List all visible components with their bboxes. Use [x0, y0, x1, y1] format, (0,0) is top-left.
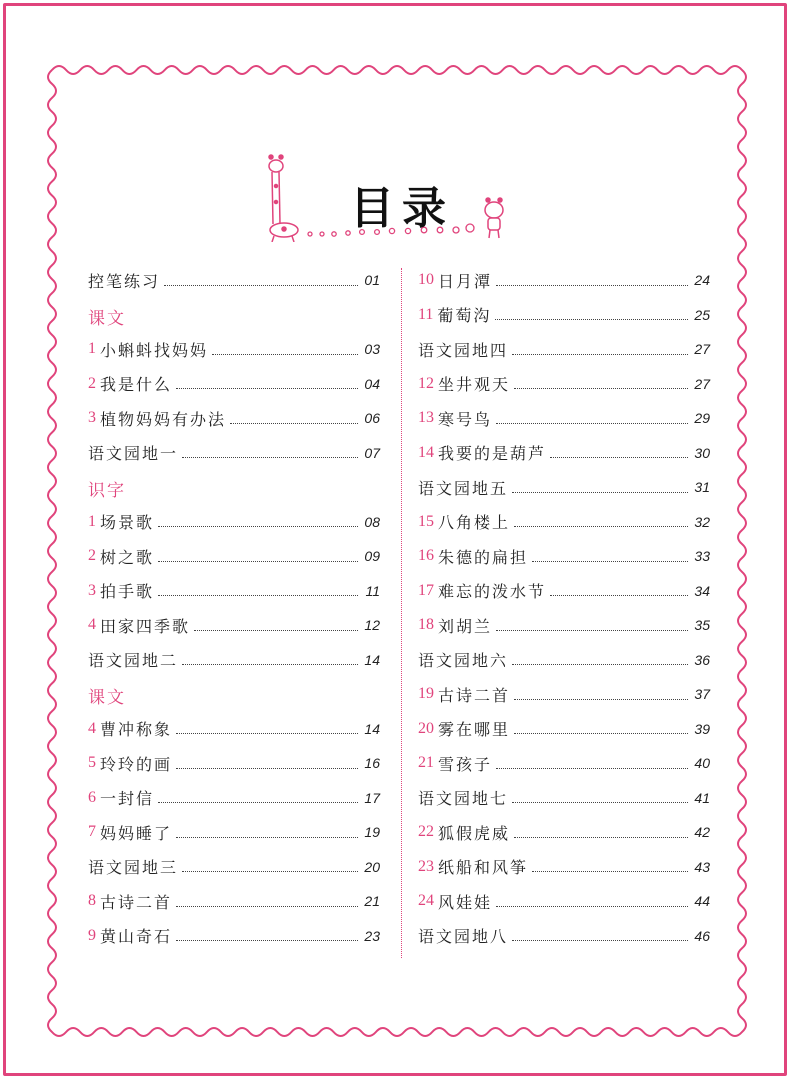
lesson-number: 8 — [88, 892, 96, 909]
toc-entry[interactable] — [88, 507, 380, 537]
dot-leader — [496, 630, 688, 631]
dot-leader — [496, 768, 688, 769]
lesson-title: 拍手歌 — [100, 582, 155, 601]
lesson-title: 语文园地一 — [88, 444, 179, 463]
page-number: 43 — [694, 858, 710, 875]
lesson-title: 语文园地四 — [418, 340, 509, 360]
page-number: 04 — [364, 375, 380, 392]
dot-leader — [512, 492, 688, 493]
page-number: 24 — [694, 272, 710, 288]
lesson-title: 田家四季歌 — [100, 616, 191, 636]
lesson-title: 葡萄沟 — [437, 306, 492, 325]
toc-entry[interactable] — [418, 886, 710, 916]
dot-leader — [514, 699, 688, 700]
toc-entry[interactable] — [418, 576, 710, 606]
dot-leader — [176, 733, 358, 734]
lesson-number: 2 — [88, 374, 96, 392]
section-heading: 课文 — [88, 688, 126, 708]
toc-entry[interactable] — [418, 921, 710, 951]
dot-leader — [230, 423, 358, 424]
lesson-title: 语文园地六 — [418, 651, 509, 670]
lesson-number: 17 — [418, 581, 434, 599]
dot-leader — [182, 457, 358, 458]
lesson-number: 4 — [88, 719, 96, 737]
lesson-number: 12 — [418, 374, 434, 392]
lesson-title: 难忘的泼水节 — [438, 582, 547, 601]
toc-entry[interactable] — [88, 921, 380, 951]
page-number: 37 — [694, 686, 710, 702]
dot-leader — [182, 664, 358, 665]
page-number: 17 — [364, 789, 380, 806]
dot-leader — [194, 630, 358, 631]
toc-entry[interactable] — [88, 610, 380, 640]
toc-entry[interactable] — [88, 817, 380, 847]
page-number: 39 — [694, 720, 710, 737]
lesson-title: 朱德的扁担 — [438, 547, 529, 567]
page-number: 34 — [694, 582, 710, 599]
lesson-number: 19 — [418, 685, 434, 702]
dot-leader — [182, 871, 358, 872]
dot-leader — [532, 561, 688, 562]
lesson-title: 坐井观天 — [438, 375, 511, 394]
lesson-number: 2 — [88, 547, 96, 564]
lesson-title: 语文园地三 — [88, 858, 179, 877]
lesson-title: 古诗二首 — [438, 685, 511, 705]
toc-entry[interactable] — [88, 748, 380, 778]
toc-entry[interactable] — [418, 714, 710, 744]
page-title: 目录 — [350, 183, 454, 234]
lesson-number: 23 — [418, 857, 434, 875]
dot-leader — [550, 457, 688, 458]
lesson-title: 日月潭 — [438, 271, 493, 291]
dot-leader — [176, 906, 358, 907]
page-number: 32 — [694, 513, 710, 530]
lesson-title: 玲玲的画 — [100, 754, 173, 774]
section-heading: 课文 — [88, 308, 126, 329]
dot-leader — [512, 664, 688, 665]
page-number: 46 — [694, 927, 710, 944]
page-number: 11 — [365, 582, 380, 599]
page-number: 44 — [694, 893, 710, 909]
lesson-number: 16 — [418, 547, 434, 564]
toc-entry[interactable] — [418, 403, 710, 433]
page-number: 29 — [694, 410, 710, 426]
lesson-title: 雪孩子 — [438, 754, 493, 774]
page-number: 27 — [694, 375, 710, 392]
lesson-title: 控笔练习 — [88, 271, 161, 291]
dot-leader — [496, 423, 688, 424]
toc-entry[interactable] — [418, 369, 710, 399]
dot-leader — [164, 285, 358, 286]
toc-entry[interactable] — [88, 714, 380, 744]
page-number: 35 — [694, 617, 710, 633]
toc-entry[interactable] — [88, 265, 380, 295]
page-number: 23 — [364, 927, 380, 944]
dot-leader — [158, 526, 358, 527]
lesson-title: 古诗二首 — [100, 892, 173, 912]
toc-entry[interactable] — [88, 852, 380, 882]
dot-leader — [512, 354, 688, 355]
lesson-title: 语文园地二 — [88, 651, 179, 670]
lesson-title: 我是什么 — [100, 375, 173, 394]
toc-entry[interactable] — [88, 438, 380, 468]
lesson-number: 14 — [418, 443, 434, 461]
lesson-title: 八角楼上 — [438, 513, 511, 532]
toc-entry[interactable] — [418, 541, 710, 571]
page-number: 07 — [364, 444, 380, 461]
page-number: 12 — [364, 617, 380, 633]
toc-entry[interactable] — [418, 748, 710, 778]
lesson-number: 7 — [88, 823, 96, 840]
page-number: 41 — [694, 789, 710, 806]
lesson-number: 21 — [418, 754, 434, 771]
lesson-number: 10 — [418, 271, 434, 288]
dot-leader — [514, 837, 688, 838]
lesson-title: 我要的是葫芦 — [438, 444, 547, 463]
lesson-number: 13 — [418, 409, 434, 426]
lesson-title: 语文园地八 — [418, 927, 509, 946]
page-number: 03 — [364, 341, 380, 357]
page-number: 42 — [694, 824, 710, 840]
lesson-number: 3 — [88, 581, 96, 599]
page-number: 27 — [694, 341, 710, 357]
lesson-number: 22 — [418, 823, 434, 840]
toc-entry[interactable] — [418, 334, 710, 364]
toc-entry[interactable] — [418, 817, 710, 847]
toc-entry[interactable] — [88, 369, 380, 399]
page-number: 30 — [694, 444, 710, 461]
page-number: 14 — [364, 720, 380, 737]
page-number: 40 — [694, 755, 710, 771]
page-number: 06 — [364, 410, 380, 426]
lesson-title: 风娃娃 — [438, 892, 493, 912]
toc-entry[interactable] — [88, 645, 380, 675]
dot-leader — [176, 940, 358, 941]
dot-leader — [512, 802, 688, 803]
dot-leader — [512, 940, 688, 941]
toc-entry[interactable] — [418, 645, 710, 675]
toc-entry[interactable] — [418, 472, 710, 502]
page-number: 21 — [364, 893, 380, 909]
toc-entry[interactable] — [418, 265, 710, 295]
page-number: 33 — [694, 548, 710, 564]
lesson-title: 曹冲称象 — [100, 720, 173, 739]
lesson-number: 4 — [88, 616, 96, 633]
lesson-number: 24 — [418, 892, 434, 909]
dot-leader — [496, 906, 688, 907]
dot-leader — [176, 837, 358, 838]
lesson-number: 1 — [88, 512, 96, 530]
lesson-title: 雾在哪里 — [438, 720, 511, 739]
page-number: 36 — [694, 651, 710, 668]
lesson-number: 9 — [88, 926, 96, 944]
toc-entry[interactable] — [418, 852, 710, 882]
dot-leader — [550, 595, 688, 596]
lesson-title: 狐假虎威 — [438, 823, 511, 843]
lesson-number: 5 — [88, 754, 96, 771]
toc-entry[interactable] — [88, 576, 380, 606]
small-giraffe-icon — [485, 198, 503, 238]
page-number: 19 — [364, 824, 380, 840]
dot-leader — [496, 285, 688, 286]
toc-entry[interactable] — [88, 334, 380, 364]
lesson-title: 寒号鸟 — [438, 409, 493, 429]
toc-entry[interactable] — [418, 679, 710, 709]
toc-entry[interactable] — [88, 541, 380, 571]
dot-leader — [495, 319, 688, 320]
lesson-title: 语文园地七 — [418, 789, 509, 808]
lesson-title: 树之歌 — [100, 547, 155, 567]
dot-leader — [158, 595, 358, 596]
lesson-title: 场景歌 — [100, 513, 155, 532]
toc-entry[interactable] — [418, 300, 710, 330]
lesson-number: 3 — [88, 409, 96, 426]
page-number: 31 — [694, 479, 710, 495]
lesson-title: 黄山奇石 — [100, 927, 173, 946]
lesson-number: 15 — [418, 512, 434, 530]
dot-leader — [532, 871, 688, 872]
page-number: 09 — [364, 548, 380, 564]
toc-entry[interactable] — [418, 507, 710, 537]
column-divider — [401, 268, 402, 958]
dot-leader — [176, 768, 358, 769]
section-heading: 识字 — [88, 481, 126, 501]
lesson-number: 11 — [418, 305, 434, 323]
lesson-title: 刘胡兰 — [438, 616, 493, 636]
dot-leader — [158, 802, 358, 803]
page-number: 08 — [364, 513, 380, 530]
lesson-title: 一封信 — [100, 789, 155, 808]
dot-leader — [514, 526, 688, 527]
dot-leader — [212, 354, 358, 355]
lesson-title: 小蝌蚪找妈妈 — [100, 340, 209, 360]
toc-entry[interactable] — [88, 783, 380, 813]
toc-entry[interactable] — [418, 438, 710, 468]
page-number: 01 — [364, 272, 380, 288]
page-number: 25 — [694, 306, 710, 323]
giraffe-icon — [269, 155, 298, 242]
page-number: 20 — [364, 858, 380, 875]
lesson-title: 纸船和风筝 — [438, 858, 529, 877]
dot-leader — [514, 388, 688, 389]
lesson-title: 植物妈妈有办法 — [100, 409, 227, 429]
toc-entry[interactable] — [88, 886, 380, 916]
lesson-number: 1 — [88, 340, 96, 357]
dot-leader — [176, 388, 358, 389]
toc-entry[interactable] — [88, 403, 380, 433]
page-number: 16 — [364, 755, 380, 771]
dot-leader — [158, 561, 358, 562]
lesson-number: 20 — [418, 719, 434, 737]
page-number: 14 — [364, 651, 380, 668]
dot-leader — [514, 733, 688, 734]
toc-entry[interactable] — [418, 783, 710, 813]
lesson-title: 妈妈睡了 — [100, 823, 173, 843]
toc-entry[interactable] — [418, 610, 710, 640]
lesson-title: 语文园地五 — [418, 478, 509, 498]
lesson-number: 18 — [418, 616, 434, 633]
lesson-number: 6 — [88, 788, 96, 806]
